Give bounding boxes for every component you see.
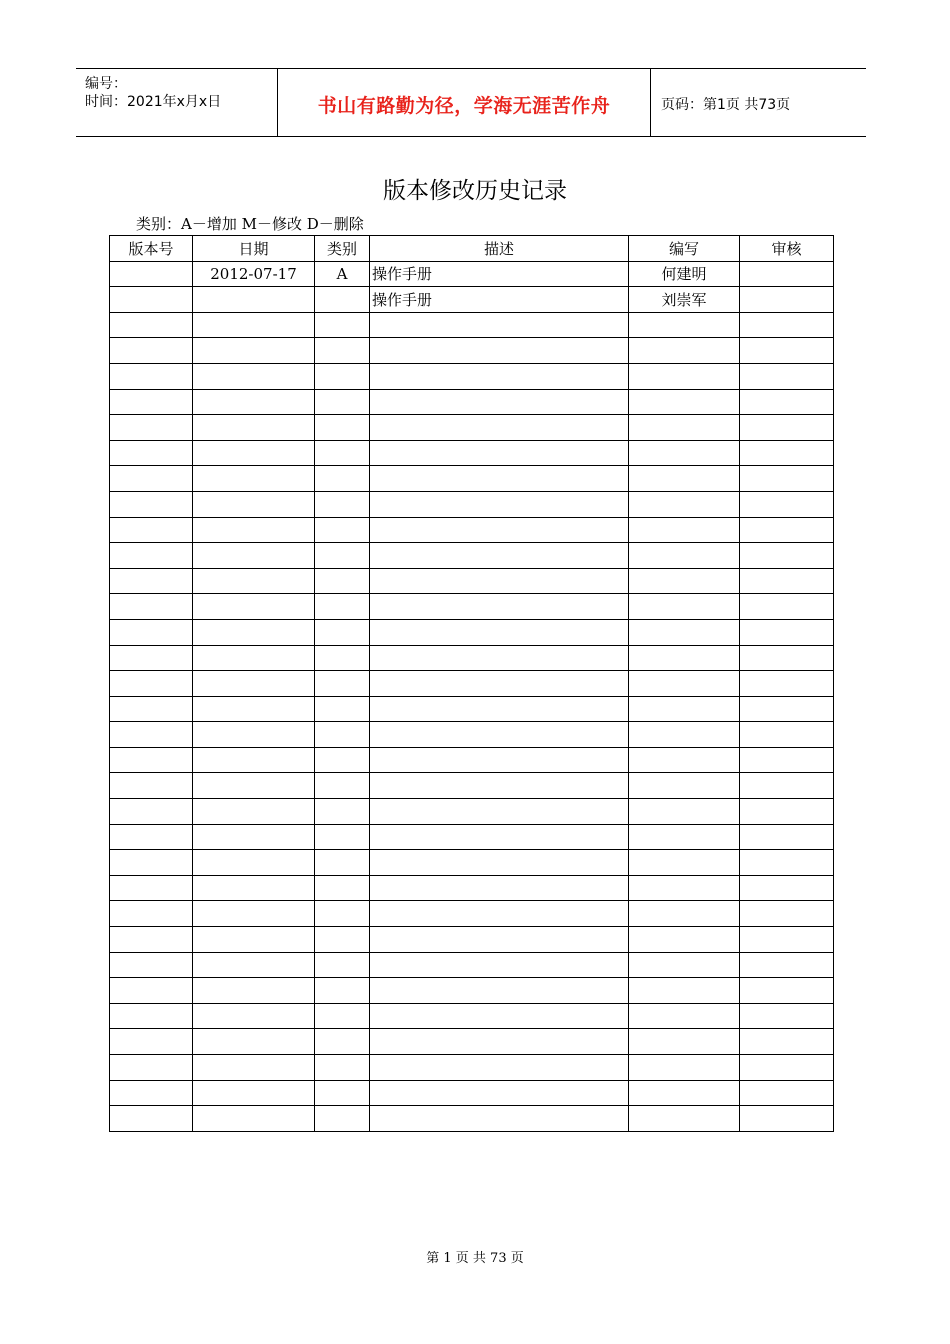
cell-date [193,594,315,620]
cell-category [315,543,370,569]
cell-date [193,619,315,645]
cell-date [193,543,315,569]
cell-author [629,722,740,748]
cell-category [315,1080,370,1106]
cell-author [629,619,740,645]
table-row [110,1055,834,1081]
table-row [110,440,834,466]
cell-date [193,1080,315,1106]
cell-date [193,1003,315,1029]
revision-history-table [109,235,834,1132]
cell-version [110,799,193,825]
cell-author [629,363,740,389]
cell-date [193,568,315,594]
cell-description [370,850,629,876]
cell-version [110,773,193,799]
cell-author [629,312,740,338]
cell-version [110,594,193,620]
cell-date [193,901,315,927]
cell-author [629,466,740,492]
cell-reviewer [740,491,834,517]
table-row [110,1029,834,1055]
cell-reviewer [740,312,834,338]
table-row [110,671,834,697]
cell-reviewer [740,773,834,799]
cell-date [193,517,315,543]
cell-author [629,799,740,825]
table-body [110,261,834,1131]
cell-date [193,696,315,722]
cell-category [315,901,370,927]
cell-category [315,927,370,953]
cell-version [110,415,193,441]
cell-version [110,747,193,773]
cell-date [193,1029,315,1055]
cell-description [370,415,629,441]
cell-description [370,1029,629,1055]
cell-description [370,799,629,825]
table-row [110,338,834,364]
cell-description [370,594,629,620]
cell-version [110,1080,193,1106]
cell-description [370,952,629,978]
cell-version [110,978,193,1004]
table-row [110,773,834,799]
table-row [110,645,834,671]
cell-author [629,747,740,773]
table-row [110,363,834,389]
cell-reviewer [740,543,834,569]
table-row [110,1106,834,1132]
cell-category [315,491,370,517]
cell-version [110,952,193,978]
table-row [110,491,834,517]
cell-reviewer [740,645,834,671]
cell-description [370,312,629,338]
cell-author [629,645,740,671]
cell-description [370,1106,629,1132]
cell-category [315,312,370,338]
cell-date [193,645,315,671]
cell-category [315,1003,370,1029]
column-header-author: 编写 [629,236,740,262]
cell-description [370,543,629,569]
cell-date [193,1055,315,1081]
cell-category [315,696,370,722]
cell-date [193,312,315,338]
cell-description [370,696,629,722]
table-row [110,824,834,850]
column-header-reviewer: 审核 [740,236,834,262]
cell-reviewer [740,389,834,415]
table-row [110,722,834,748]
table-row [110,517,834,543]
cell-version [110,261,193,287]
column-header-description: 描述 [370,236,629,262]
cell-description [370,978,629,1004]
cell-author [629,901,740,927]
cell-category [315,338,370,364]
cell-description [370,671,629,697]
table-row [110,287,834,313]
cell-author [629,415,740,441]
cell-reviewer [740,287,834,313]
cell-author [629,1080,740,1106]
cell-version [110,722,193,748]
cell-category [315,594,370,620]
cell-category [315,619,370,645]
cell-reviewer [740,722,834,748]
cell-version [110,1029,193,1055]
cell-description [370,517,629,543]
cell-category [315,747,370,773]
cell-reviewer [740,901,834,927]
cell-category [315,568,370,594]
cell-reviewer [740,696,834,722]
cell-author [629,927,740,953]
cell-description [370,901,629,927]
cell-description: 操作手册 [370,287,629,313]
header-page-cell [651,69,866,136]
cell-date [193,1106,315,1132]
cell-reviewer [740,466,834,492]
cell-category [315,824,370,850]
table-row [110,415,834,441]
cell-version [110,517,193,543]
cell-reviewer [740,1055,834,1081]
table-row [110,594,834,620]
cell-description [370,363,629,389]
header-page-info: 页码：第1页 共73页 [661,97,791,113]
cell-category [315,875,370,901]
cell-date [193,722,315,748]
cell-version [110,824,193,850]
cell-date [193,389,315,415]
cell-author [629,952,740,978]
table-row [110,696,834,722]
cell-date [193,338,315,364]
cell-author: 刘崇军 [629,287,740,313]
cell-version [110,1003,193,1029]
table-row [110,261,834,287]
cell-version [110,363,193,389]
cell-reviewer [740,747,834,773]
cell-version [110,1055,193,1081]
cell-author [629,568,740,594]
cell-reviewer [740,517,834,543]
table-row [110,466,834,492]
table-row [110,312,834,338]
cell-reviewer [740,1029,834,1055]
header-meta [76,69,278,136]
cell-description [370,722,629,748]
cell-description [370,338,629,364]
cell-version [110,389,193,415]
cell-description [370,568,629,594]
cell-date [193,799,315,825]
cell-author [629,1055,740,1081]
header-motto-cell [278,69,651,136]
cell-category [315,466,370,492]
table-header-row [110,236,834,262]
cell-category [315,671,370,697]
cell-reviewer [740,927,834,953]
cell-date [193,287,315,313]
cell-version [110,312,193,338]
cell-version [110,1106,193,1132]
cell-description [370,1055,629,1081]
cell-description [370,773,629,799]
cell-date [193,875,315,901]
cell-version [110,466,193,492]
cell-category: A [315,261,370,287]
cell-reviewer [740,952,834,978]
cell-description [370,440,629,466]
cell-version [110,645,193,671]
cell-author [629,594,740,620]
cell-category [315,1055,370,1081]
cell-category [315,517,370,543]
cell-date [193,747,315,773]
cell-category [315,952,370,978]
cell-description [370,824,629,850]
cell-reviewer [740,824,834,850]
table-row [110,568,834,594]
column-header-category: 类别 [315,236,370,262]
cell-reviewer [740,1003,834,1029]
cell-author [629,671,740,697]
cell-category [315,978,370,1004]
cell-category [315,440,370,466]
cell-description [370,466,629,492]
cell-date [193,491,315,517]
cell-description [370,1080,629,1106]
cell-version [110,875,193,901]
table-row [110,799,834,825]
cell-date [193,850,315,876]
cell-description [370,927,629,953]
cell-author [629,338,740,364]
cell-reviewer [740,671,834,697]
header-motto: 书山有路勤为径，学海无涯苦作舟 [317,95,611,117]
cell-author [629,850,740,876]
cell-author [629,440,740,466]
cell-category [315,799,370,825]
page-footer: 第 1 页 共 73 页 [426,1251,524,1266]
cell-description [370,491,629,517]
cell-description [370,747,629,773]
cell-date [193,824,315,850]
cell-date [193,415,315,441]
cell-description [370,1003,629,1029]
cell-date [193,363,315,389]
cell-date [193,440,315,466]
table-row [110,901,834,927]
cell-reviewer [740,568,834,594]
cell-author [629,824,740,850]
cell-category [315,415,370,441]
cell-date [193,952,315,978]
cell-author [629,1003,740,1029]
cell-author [629,1106,740,1132]
cell-category [315,1029,370,1055]
cell-version [110,568,193,594]
cell-version [110,440,193,466]
cell-reviewer [740,875,834,901]
table-row [110,747,834,773]
cell-reviewer [740,594,834,620]
cell-author [629,875,740,901]
table-row [110,1080,834,1106]
cell-category [315,287,370,313]
cell-date: 2012-07-17 [193,261,315,287]
table-row [110,952,834,978]
cell-version [110,850,193,876]
cell-version [110,287,193,313]
cell-category [315,1106,370,1132]
cell-version [110,671,193,697]
cell-author [629,543,740,569]
cell-reviewer [740,978,834,1004]
cell-version [110,491,193,517]
cell-version [110,543,193,569]
cell-version [110,619,193,645]
cell-category [315,389,370,415]
table-row [110,850,834,876]
cell-description [370,389,629,415]
cell-reviewer [740,850,834,876]
cell-date [193,671,315,697]
cell-description [370,619,629,645]
cell-reviewer [740,1080,834,1106]
cell-category [315,773,370,799]
cell-reviewer [740,415,834,441]
cell-reviewer [740,619,834,645]
table-row [110,978,834,1004]
table-row [110,389,834,415]
cell-reviewer [740,1106,834,1132]
cell-reviewer [740,338,834,364]
cell-category [315,645,370,671]
table-row [110,619,834,645]
cell-author [629,491,740,517]
cell-author: 何建明 [629,261,740,287]
document-number-label: 编号： [85,76,127,92]
cell-category [315,850,370,876]
cell-date [193,773,315,799]
cell-date [193,978,315,1004]
cell-version [110,927,193,953]
table-row [110,927,834,953]
page-header [76,68,866,137]
cell-author [629,517,740,543]
cell-description [370,875,629,901]
column-header-version: 版本号 [110,236,193,262]
cell-version [110,338,193,364]
cell-description [370,645,629,671]
cell-date [193,466,315,492]
page-title: 版本修改历史记录 [383,178,567,204]
cell-reviewer [740,363,834,389]
cell-author [629,773,740,799]
cell-version [110,901,193,927]
cell-author [629,389,740,415]
cell-reviewer [740,440,834,466]
table-row [110,1003,834,1029]
cell-date [193,927,315,953]
cell-reviewer [740,261,834,287]
cell-version [110,696,193,722]
category-legend: 类别：A－增加 M－修改 D－删除 [136,215,364,233]
cell-reviewer [740,799,834,825]
table-row [110,543,834,569]
table-row [110,875,834,901]
cell-author [629,1029,740,1055]
cell-author [629,978,740,1004]
cell-category [315,363,370,389]
document-time-label: 时间：2021年x月x日 [85,94,222,110]
column-header-date: 日期 [193,236,315,262]
cell-description: 操作手册 [370,261,629,287]
cell-author [629,696,740,722]
cell-category [315,722,370,748]
